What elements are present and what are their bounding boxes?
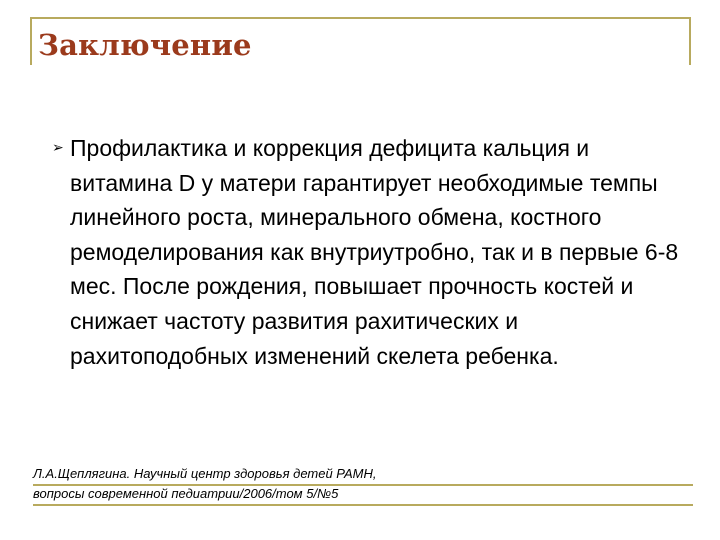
slide-title: Заключение — [38, 28, 252, 62]
frame-top-line — [30, 17, 690, 19]
source-line-1: Л.А.Щеплягина. Научный центр здоровья детей РАМН, — [33, 466, 693, 486]
frame-right-line — [689, 17, 691, 65]
source-citation — [33, 466, 693, 506]
frame-left-line — [30, 17, 32, 65]
arrowhead-bullet-icon: ➢ — [52, 140, 64, 156]
bullet-text: Профилактика и коррекция дефицита кальция и витамина D у матери гарантирует необходимые темпы линейного роста, минерального обмена, костного ремоделирования как внутриутробно, так и в первые 6-8 мес. После рождения, повышает прочность костей и снижает частоту развития рахитических и рахитоподобных изменений скелета ребенка. — [70, 135, 679, 369]
source-line-2: вопросы современной педиатрии/2006/том 5/№5 — [33, 486, 693, 506]
